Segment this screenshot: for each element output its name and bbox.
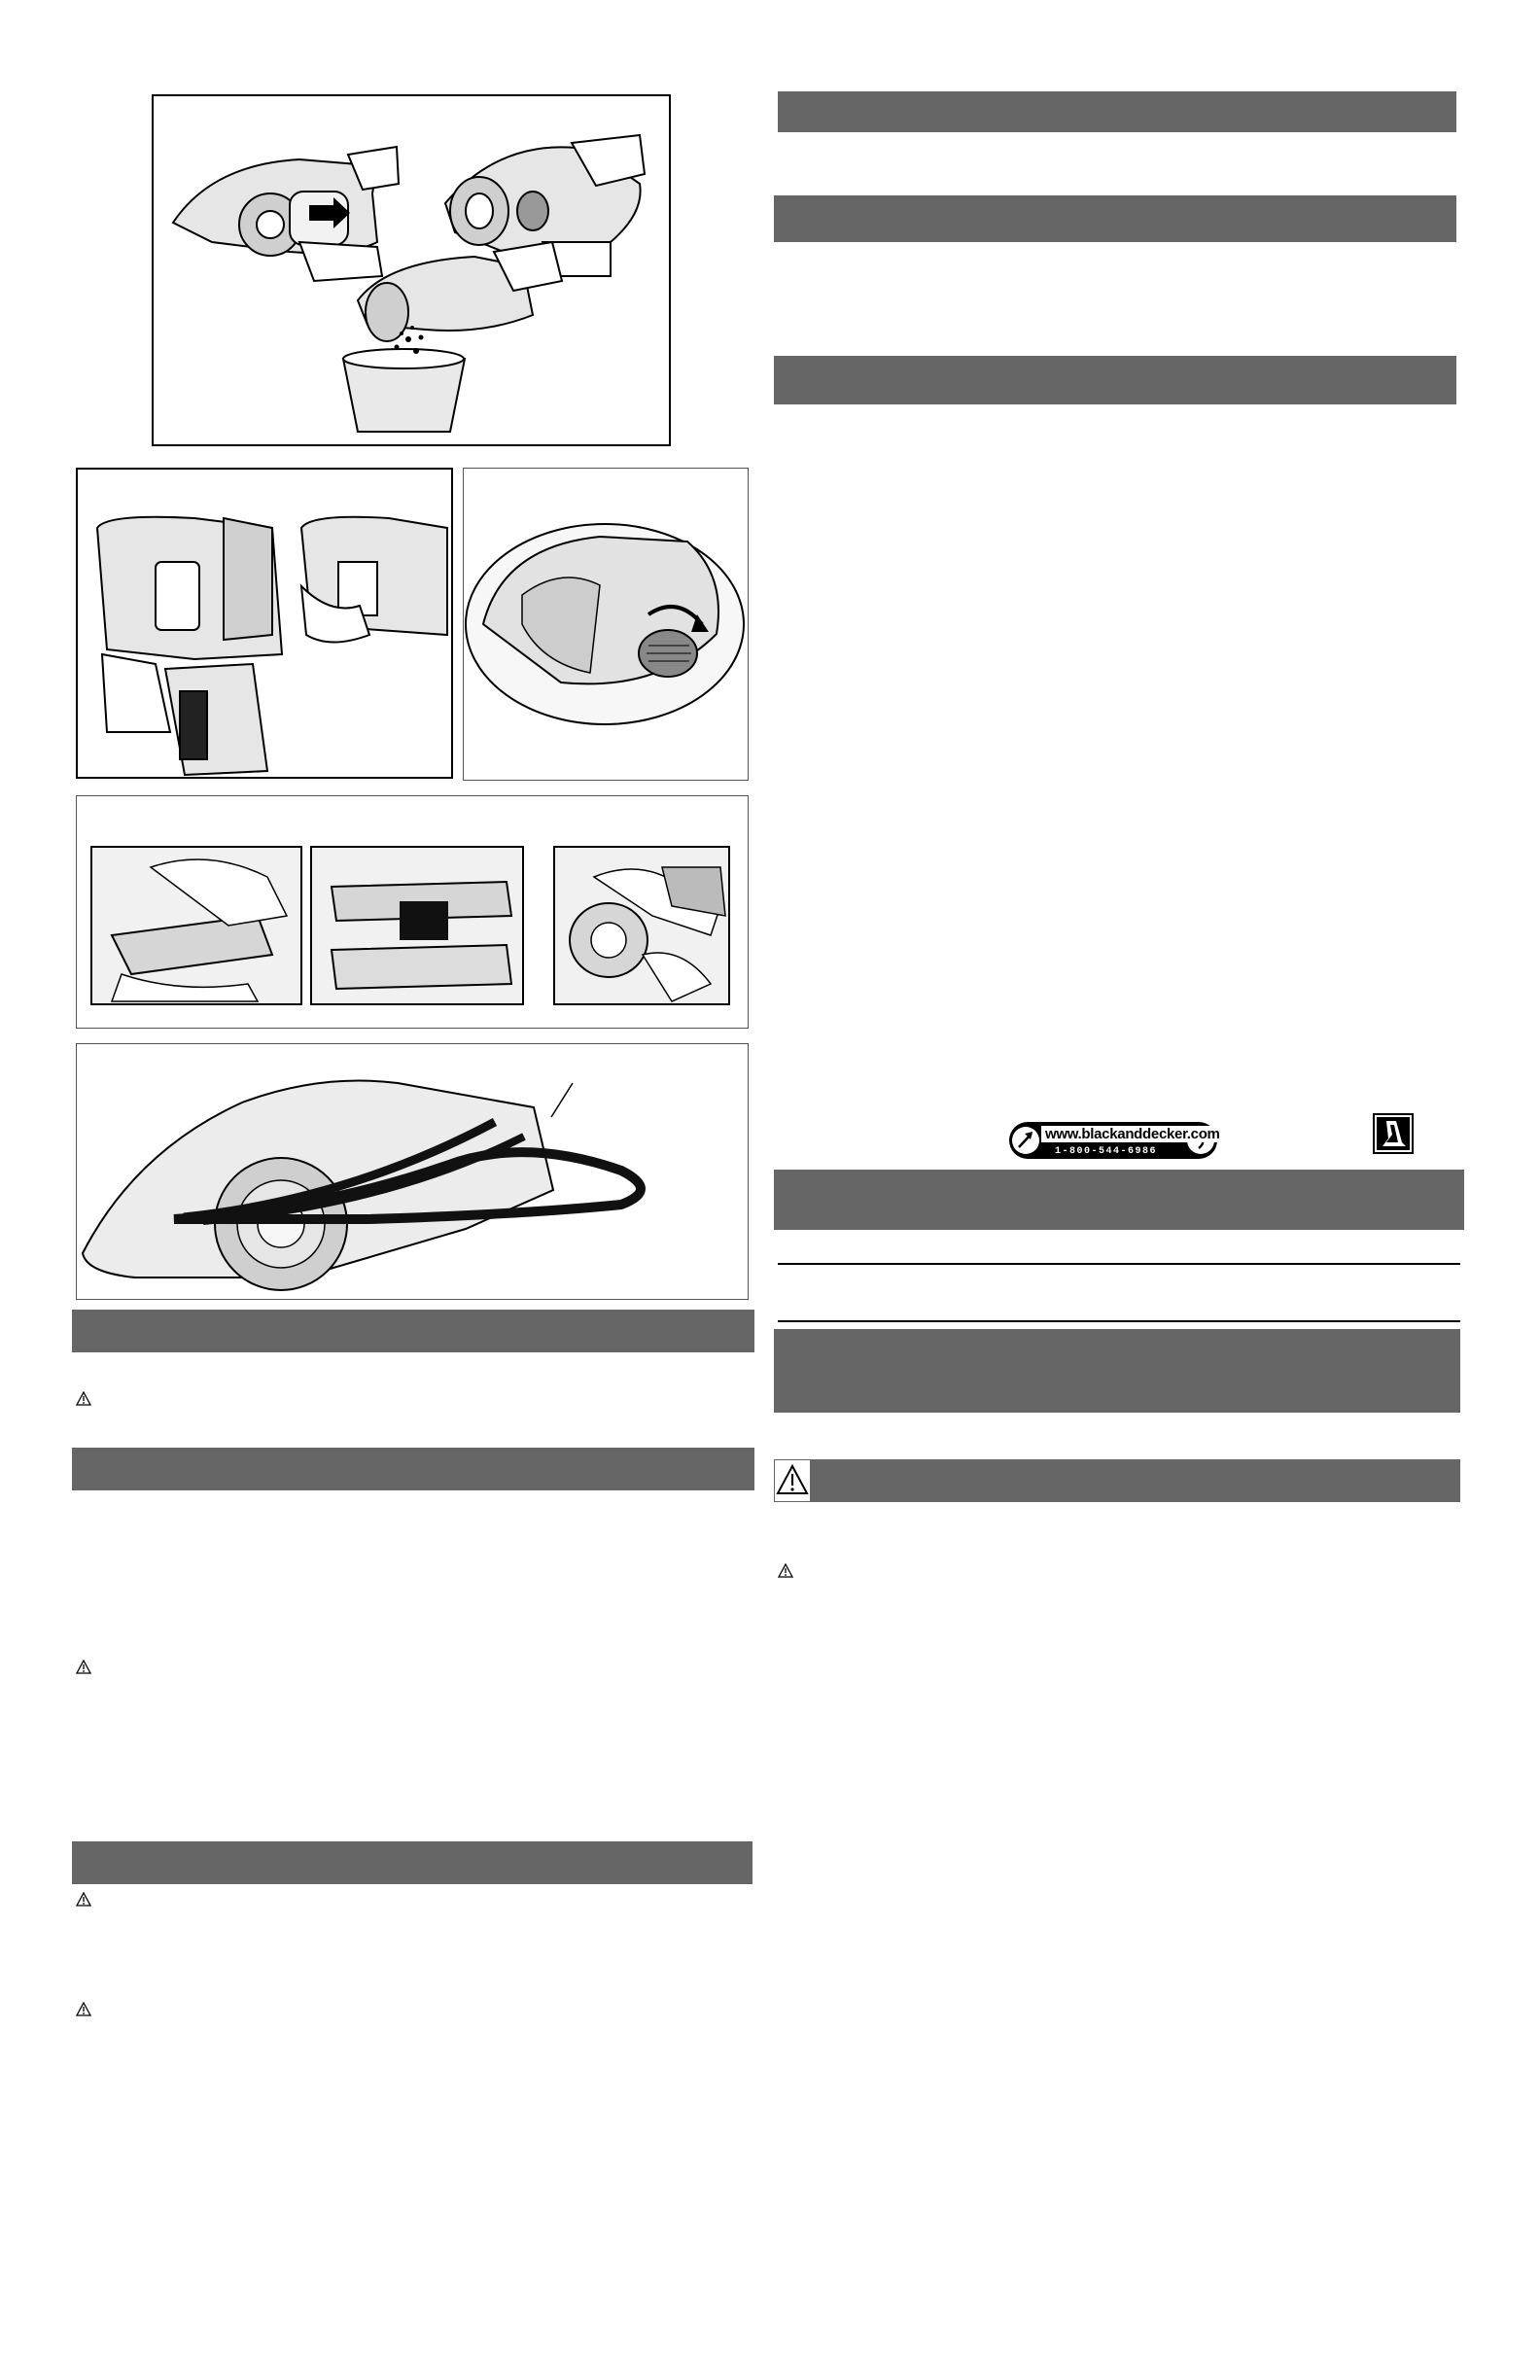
section-header-bar xyxy=(774,356,1456,404)
illustration-vent-closeup xyxy=(464,469,746,778)
warning-triangle-icon xyxy=(778,1563,793,1579)
photo-step-2 xyxy=(310,846,524,1005)
section-header-bar xyxy=(774,1329,1460,1413)
divider-line xyxy=(778,1263,1460,1265)
photo-step-1 xyxy=(90,846,302,1005)
warning-header-bar xyxy=(774,1459,1460,1502)
section-header-bar xyxy=(72,1448,754,1490)
illustration-step-3 xyxy=(555,848,728,1003)
warning-triangle-icon xyxy=(76,1391,91,1407)
warning-triangle-icon xyxy=(76,1660,91,1675)
website-logo[interactable] xyxy=(1008,1121,1218,1160)
section-header-bar xyxy=(774,195,1456,242)
illustration-step-2 xyxy=(312,848,522,1003)
warning-triangle-icon xyxy=(775,1460,810,1501)
section-header-bar xyxy=(72,1841,752,1884)
support-phone: 1-800-544-6986 xyxy=(1055,1146,1158,1157)
photo-step-3 xyxy=(553,846,730,1005)
section-header-bar xyxy=(778,91,1456,132)
figure-battery-steps xyxy=(76,795,749,1029)
section-header-bar xyxy=(774,1170,1464,1230)
figure-filter-removal xyxy=(76,468,453,779)
figure-empty-dust-bowl xyxy=(152,94,671,446)
illustration-step-1 xyxy=(92,848,300,1003)
illustration-filter-removal xyxy=(78,470,451,777)
figure-side-view xyxy=(76,1043,749,1300)
service-person-icon xyxy=(1373,1113,1414,1154)
figure-vent-closeup xyxy=(463,468,749,781)
warning-triangle-icon xyxy=(76,1892,91,1908)
website-url[interactable]: www.blackanddecker.com xyxy=(1041,1126,1224,1142)
illustration-side-view xyxy=(77,1044,746,1297)
divider-line xyxy=(778,1320,1460,1322)
illustration-empty-bowl xyxy=(154,96,669,444)
warning-triangle-icon xyxy=(76,2002,91,2017)
section-header-bar xyxy=(72,1310,754,1352)
